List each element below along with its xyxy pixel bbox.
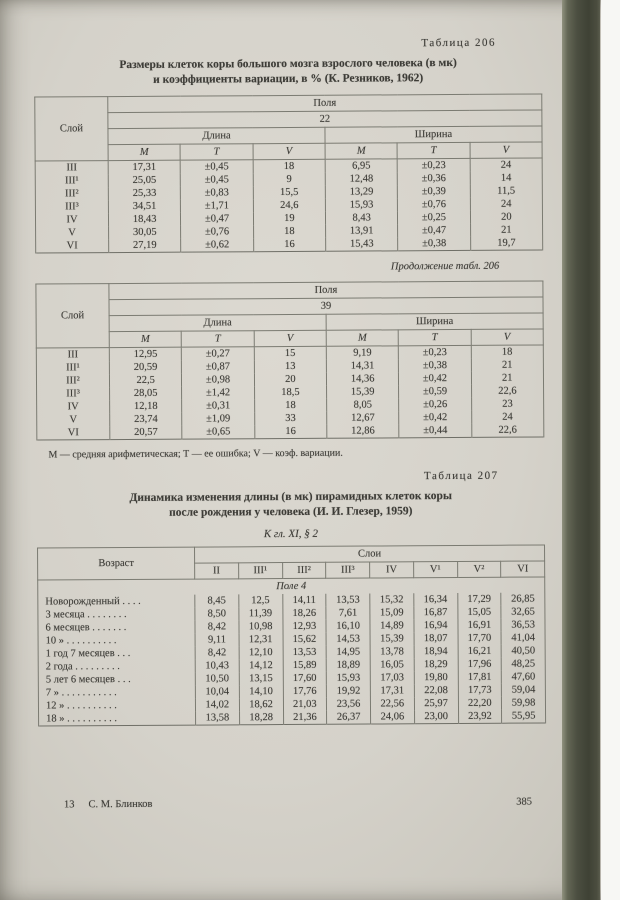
cell-value: 23 (471, 397, 543, 410)
cell-value: ±0,38 (398, 237, 470, 251)
row-label: 5 лет 6 месяцев . . . (38, 672, 195, 686)
cell-value: 26,85 (501, 592, 545, 605)
table-206-title-line1: Размеры клеток коры большого мозга взрослого человека (в мк) (119, 56, 457, 72)
cell-value: 10,98 (239, 620, 283, 633)
cell-value: 14,31 (326, 359, 398, 372)
cell-value: 18,62 (239, 698, 283, 711)
col-header-v: V (470, 142, 542, 158)
cell-value: 18 (254, 399, 326, 412)
table-206-caption: Таблица 206 (421, 36, 496, 50)
cell-value: 21 (470, 223, 542, 236)
cell-value: 32,65 (501, 605, 545, 618)
cell-value: 19,92 (327, 684, 371, 697)
cell-value: 15,39 (370, 632, 414, 645)
field-section-label: Поле 4 (38, 577, 545, 596)
row-label: III² (36, 374, 109, 387)
cell-value: 12,86 (327, 424, 399, 438)
row-label: 10 » . . . . . . . . . . (38, 633, 195, 647)
cell-value: 21,03 (283, 698, 327, 711)
print-signature-number: 13 (63, 799, 75, 811)
table-206-part1 (34, 93, 543, 253)
cell-value: ±0,42 (399, 411, 471, 424)
cell-value: ±0,76 (181, 225, 253, 238)
cell-value: 20 (254, 373, 326, 386)
cell-value: 13,53 (326, 593, 370, 606)
cell-value: 17,81 (458, 670, 502, 683)
cell-value: 14,02 (195, 698, 239, 711)
chapter-reference: К гл. XI, § 2 (263, 527, 319, 540)
col-header-t: Т (180, 144, 252, 160)
row-label: 1 год 7 месяцев . . . (38, 646, 195, 660)
cell-value: 15,5 (253, 186, 325, 199)
cell-value: 14,95 (326, 645, 370, 658)
cell-value: 13 (254, 360, 326, 373)
cell-value: 14,36 (326, 372, 398, 385)
cell-value: 13,58 (196, 711, 240, 725)
col-header-m: М (326, 330, 398, 346)
cell-value: 16,94 (414, 619, 458, 632)
cell-value: 13,53 (283, 646, 327, 659)
row-label: III² (35, 187, 108, 200)
cell-value: 11,5 (470, 184, 542, 197)
row-label: III³ (37, 387, 110, 400)
cell-value: 13,91 (326, 224, 398, 237)
row-label: 3 месяца . . . . . . . . (38, 607, 195, 621)
cell-value: 19,80 (414, 671, 458, 684)
row-label: III³ (35, 200, 108, 213)
cell-value: 16,10 (326, 619, 370, 632)
cell-value: 12,95 (109, 347, 181, 361)
cell-value: 8,42 (195, 620, 239, 633)
cell-value: 8,43 (325, 211, 397, 224)
layer-col-header: III² (282, 562, 326, 578)
cell-value: 17,31 (370, 684, 414, 697)
cell-value: ±0,98 (182, 373, 254, 386)
cell-value: 36,53 (501, 618, 545, 631)
cell-value: 9,11 (195, 633, 239, 646)
cell-value: 14,53 (326, 632, 370, 645)
cell-value: 18,28 (239, 711, 283, 725)
cell-value: 9 (253, 173, 325, 186)
cell-value: 14,12 (239, 659, 283, 672)
cell-value: 14,89 (370, 619, 414, 632)
cell-value: 23,00 (414, 710, 458, 724)
table-207 (37, 544, 546, 726)
cell-value: 19 (253, 212, 325, 225)
cell-value: 12,5 (239, 594, 283, 607)
cell-value: 8,42 (195, 646, 239, 659)
cell-value: ±0,38 (399, 359, 471, 372)
col-header-m: М (109, 331, 181, 347)
table-row (39, 709, 546, 726)
row-label: V (36, 226, 109, 239)
cell-value: 22,6 (471, 384, 543, 397)
cell-value: 8,05 (327, 398, 399, 411)
col-header-length: Длина (108, 127, 325, 144)
row-label: III (36, 347, 109, 361)
cell-value: 13,29 (325, 185, 397, 198)
cell-value: 30,05 (109, 226, 181, 239)
row-label: V (37, 413, 110, 426)
page-content (34, 36, 546, 726)
cell-value: 17,70 (458, 631, 502, 644)
table-continuation-label: Продолжение табл. 206 (390, 260, 500, 273)
cell-value: 15 (254, 346, 326, 360)
col-header-t: Т (397, 142, 469, 158)
cell-value: 18,94 (414, 645, 458, 658)
cell-value: ±0,25 (398, 211, 470, 224)
cell-value: 18,07 (414, 632, 458, 645)
cell-value: ±0,47 (398, 224, 470, 237)
cell-value: 18 (253, 225, 325, 238)
cell-value: ±1,71 (181, 199, 253, 212)
row-label: IV (37, 400, 110, 413)
cell-value: 18 (253, 159, 325, 173)
cell-value: 16 (253, 238, 325, 252)
cell-value: 21 (471, 358, 543, 371)
cell-value: ±0,47 (181, 212, 253, 225)
field-number: 22 (108, 110, 542, 129)
cell-value: 25,97 (414, 697, 458, 710)
cell-value: ±0,65 (182, 425, 254, 439)
row-label: 12 » . . . . . . . . . . (38, 698, 195, 712)
layer-col-header: V¹ (413, 561, 457, 577)
cell-value: 18,43 (108, 213, 180, 226)
cell-value: 8,45 (195, 594, 239, 607)
cell-value: 22,6 (471, 423, 543, 437)
cell-value: 12,18 (110, 400, 182, 413)
cell-value: 59,98 (502, 696, 546, 709)
cell-value: 16,05 (370, 658, 414, 671)
cell-value: 12,93 (282, 620, 326, 633)
layer-col-header: III³ (326, 562, 370, 578)
cell-value: 18 (471, 345, 543, 359)
cell-value: 12,48 (325, 172, 397, 185)
cell-value: 16,87 (414, 606, 458, 619)
cell-value: 22,20 (458, 696, 502, 709)
table-206-part2-body (36, 345, 544, 440)
table-207-body (38, 592, 546, 726)
cell-value: 17,76 (283, 685, 327, 698)
cell-value: 10,50 (195, 672, 239, 685)
cell-value: 22,56 (370, 697, 414, 710)
cell-value: 12,10 (239, 646, 283, 659)
cell-value: ±0,26 (399, 398, 471, 411)
cell-value: 13,15 (239, 672, 283, 685)
row-label: 7 » . . . . . . . . . . . (38, 685, 195, 699)
cell-value: 15,09 (370, 606, 414, 619)
cell-value: ±0,23 (397, 158, 469, 172)
row-label: III¹ (36, 361, 109, 374)
table-206-title-line2: и коэффициенты вариации, в % (К. Резников, 1962) (153, 72, 424, 86)
page-number: 385 (516, 796, 533, 808)
col-header-m: М (325, 143, 397, 159)
cell-value: 34,51 (108, 200, 180, 213)
table-207-title-line1: Динамика изменения длины (в мк) пирамидных клеток коры (129, 489, 452, 504)
cell-value: 15,05 (457, 605, 501, 618)
layer-col-header: VI (501, 561, 545, 577)
cell-value: 17,31 (108, 160, 180, 174)
cell-value: 11,39 (239, 607, 283, 620)
col-header-length: Длина (109, 314, 326, 331)
col-header-layers: Слои (195, 545, 545, 563)
col-header-m: М (108, 144, 180, 160)
cell-value: ±1,09 (182, 412, 254, 425)
cell-value: 24 (471, 410, 543, 423)
row-label: 6 месяцев . . . . . . . (38, 620, 195, 634)
cell-value: 15,93 (325, 198, 397, 211)
cell-value: 21,36 (283, 711, 327, 725)
col-header-v: V (471, 329, 543, 345)
row-label: Новорожденный . . . . (38, 594, 195, 608)
cell-value: 20 (470, 210, 542, 223)
cell-value: 15,43 (326, 237, 398, 251)
cell-value: ±1,42 (182, 386, 254, 399)
row-label: VI (37, 426, 110, 440)
cell-value: 6,95 (325, 159, 397, 173)
cell-value: 20,57 (110, 426, 182, 440)
cell-value: 17,29 (457, 592, 501, 605)
cell-value: 12,31 (239, 633, 283, 646)
table-206-part1-header (35, 94, 542, 161)
cell-value: 41,04 (501, 631, 545, 644)
col-header-fields: Поля (108, 94, 542, 113)
row-label: III¹ (35, 174, 108, 187)
cell-value: ±0,59 (399, 385, 471, 398)
cell-value: ±0,45 (180, 160, 252, 174)
cell-value: 18,29 (414, 658, 458, 671)
table-207-title-line2: после рождения у человека (И. И. Глезер, 1959) (169, 505, 413, 519)
cell-value: 28,05 (110, 387, 182, 400)
cell-value: 17,60 (283, 672, 327, 685)
cell-value: 19,7 (470, 236, 542, 250)
cell-value: ±0,44 (399, 424, 471, 438)
cell-value: 26,37 (327, 710, 371, 724)
cell-value: 16,91 (457, 618, 501, 631)
cell-value: ±0,27 (182, 347, 254, 361)
cell-value: 40,50 (501, 644, 545, 657)
cell-value: 10,04 (195, 685, 239, 698)
row-label: 18 » . . . . . . . . . . (39, 711, 196, 725)
table-207-caption: Таблица 207 (423, 469, 499, 483)
cell-value: 7,61 (326, 606, 370, 619)
cell-value: 12,67 (327, 411, 399, 424)
cell-value: 59,04 (502, 683, 546, 696)
cell-value: ±0,23 (399, 345, 471, 359)
cell-value: 9,19 (326, 346, 398, 360)
cell-value: 24,6 (253, 199, 325, 212)
table-207-header (38, 545, 545, 580)
col-header-fields: Поля (109, 281, 543, 300)
cell-value: 55,95 (502, 709, 546, 723)
cell-value: 10,43 (195, 659, 239, 672)
cell-value: 18,26 (282, 607, 326, 620)
col-header-layer: Слой (35, 96, 108, 160)
cell-value: 16,34 (414, 593, 458, 606)
row-label: VI (36, 239, 109, 253)
author-name: С. М. Блинков (88, 798, 153, 811)
cell-value: 13,78 (370, 645, 414, 658)
col-header-v: V (253, 143, 325, 159)
cell-value: ±0,45 (181, 173, 253, 186)
col-header-width: Ширина (325, 126, 542, 143)
layer-col-header: IV (370, 561, 414, 577)
layer-col-header: III¹ (238, 562, 282, 578)
cell-value: 15,93 (327, 671, 371, 684)
cell-value: ±0,31 (182, 399, 254, 412)
cell-value: ±0,83 (181, 186, 253, 199)
book-binding-edge (562, 0, 600, 900)
row-label: IV (35, 213, 108, 226)
cell-value: 21 (471, 371, 543, 384)
cell-value: ±0,62 (181, 238, 253, 252)
cell-value: 15,39 (327, 385, 399, 398)
table-row (36, 236, 543, 253)
cell-value: ±0,87 (182, 360, 254, 373)
cell-value: 25,05 (108, 174, 180, 187)
col-header-width: Ширина (326, 313, 543, 330)
cell-value: 23,74 (110, 413, 182, 426)
col-header-t: Т (398, 329, 470, 345)
cell-value: 8,50 (195, 607, 239, 620)
cell-value: 17,03 (370, 671, 414, 684)
cell-value: 47,60 (502, 670, 546, 683)
cell-value: 24,06 (371, 710, 415, 724)
field-number: 39 (109, 297, 543, 316)
table-206-part2-header (36, 281, 543, 348)
layer-col-header: V² (457, 561, 501, 577)
cell-value: 24 (470, 197, 542, 210)
col-header-t: Т (182, 331, 254, 347)
cell-value: 16 (254, 425, 326, 439)
cell-value: ±0,76 (398, 198, 470, 211)
cell-value: 18,5 (254, 386, 326, 399)
cell-value: 24 (470, 158, 542, 172)
col-header-v: V (254, 330, 326, 346)
table-row (37, 423, 544, 440)
cell-value: ±0,39 (398, 185, 470, 198)
cell-value: 15,89 (283, 659, 327, 672)
col-header-layer: Слой (36, 283, 109, 347)
cell-value: 25,33 (108, 187, 180, 200)
cell-value: 17,96 (458, 657, 502, 670)
layer-col-header: II (195, 563, 239, 579)
row-label: III (35, 160, 108, 174)
cell-value: 23,56 (327, 697, 371, 710)
cell-value: 22,08 (414, 684, 458, 697)
cell-value: 15,62 (283, 633, 327, 646)
cell-value: 16,21 (458, 644, 502, 657)
col-header-age: Возраст (38, 547, 195, 580)
cell-value: ±0,36 (398, 172, 470, 185)
cell-value: 33 (254, 412, 326, 425)
cell-value: 17,73 (458, 683, 502, 696)
cell-value: 20,59 (109, 361, 181, 374)
cell-value: 22,5 (109, 374, 181, 387)
cell-value: 18,89 (326, 658, 370, 671)
cell-value: 23,92 (458, 709, 502, 723)
cell-value: 14 (470, 171, 542, 184)
cell-value: 15,32 (370, 593, 414, 606)
row-label: 2 года . . . . . . . . . (38, 659, 195, 673)
table-206-part1-body (35, 158, 543, 253)
table-206-footnote: М — средняя арифметическая; Т — ее ошибка; V — коэф. вариации. (48, 447, 343, 461)
cell-value: 14,11 (282, 594, 326, 607)
cell-value: 14,10 (239, 685, 283, 698)
cell-value: ±0,42 (399, 372, 471, 385)
cell-value: 27,19 (109, 239, 181, 253)
table-206-part2 (35, 280, 544, 440)
cell-value: 48,25 (501, 657, 545, 670)
